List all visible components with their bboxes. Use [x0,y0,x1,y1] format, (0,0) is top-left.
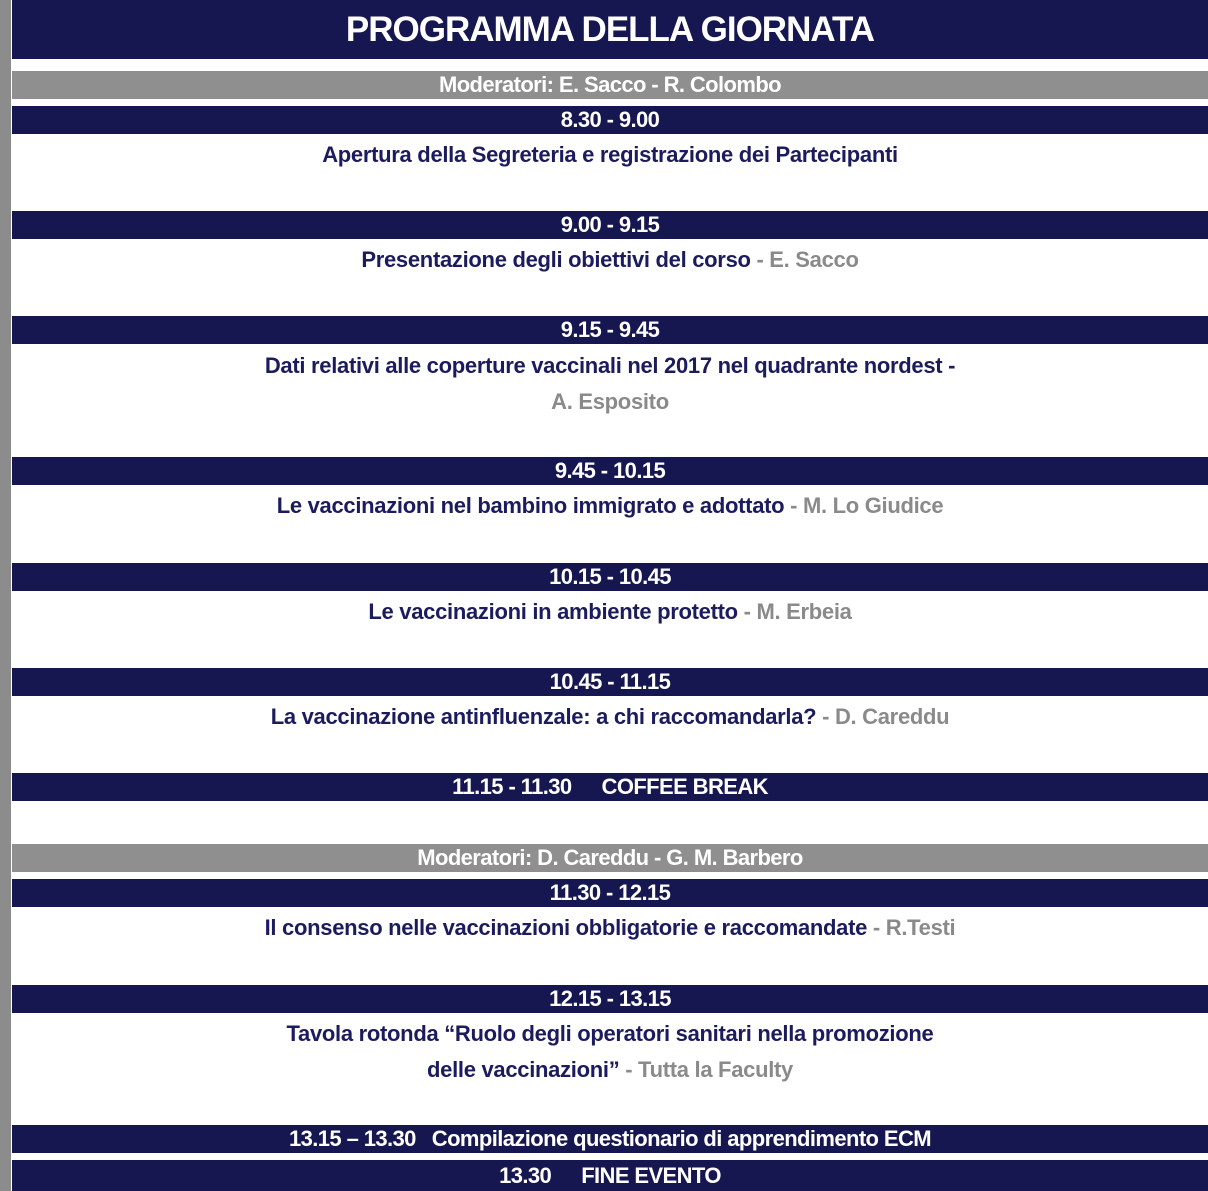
time-bar-6: 10.45 - 11.15 [12,668,1208,696]
talk-title: Le vaccinazioni nel bambino immigrato e adottato [276,493,785,518]
speaker-name: - E. Sacco [756,247,859,272]
coffee-break-label: COFFEE BREAK [601,774,768,799]
talk-title-line-1: Tavola rotonda “Ruolo degli operatori sanitari nella promozione [286,1021,934,1046]
time-bar-1: 8.30 - 9.00 [12,106,1208,134]
program-item-4 [12,488,1208,524]
talk-title-line-2: delle vaccinazioni” [427,1057,620,1082]
talk-title: Presentazione degli obiettivi del corso [361,247,751,272]
program-item-2 [12,242,1208,278]
moderators-bar-session-1: Moderatori: E. Sacco - R. Colombo [12,71,1208,99]
coffee-break-time: 11.15 - 11.30 [452,774,572,799]
program-item-1 [12,137,1208,173]
talk-title: La vaccinazione antinfluenzale: a chi raccomandarla? [270,704,817,729]
program-item-8 [12,1016,1208,1088]
speaker-name: - M. Erbeia [743,599,852,624]
program-item-7 [12,910,1208,946]
ecm-label: Compilazione questionario di apprendimento ECM [431,1126,931,1151]
program-item-6 [12,699,1208,735]
time-bar-4: 9.45 - 10.15 [12,457,1208,485]
time-bar-8: 12.15 - 13.15 [12,985,1208,1013]
end-time: 13.30 [499,1163,552,1188]
talk-title: Dati relativi alle coperture vaccinali nel 2017 nel quadrante nordest - [264,353,956,378]
ecm-time: 13.15 – 13.30 [289,1126,416,1151]
speaker-name: - M. Lo Giudice [790,493,944,518]
speaker-name: - R.Testi [872,915,956,940]
time-bar-5: 10.15 - 10.45 [12,563,1208,591]
talk-title: Le vaccinazioni in ambiente protetto [368,599,738,624]
speaker-name: A. Esposito [551,389,669,414]
talk-title: Il consenso nelle vaccinazioni obbligatorie e raccomandate [264,915,868,940]
time-bar-3: 9.15 - 9.45 [12,316,1208,344]
ecm-bar [12,1125,1208,1153]
talk-title: Apertura della Segreteria e registrazione dei Partecipanti [322,142,898,167]
program-item-5 [12,594,1208,630]
speaker-name: - Tutta la Faculty [625,1057,793,1082]
end-event-bar [12,1160,1208,1191]
page-title: PROGRAMMA DELLA GIORNATA [12,0,1208,59]
moderators-bar-session-2: Moderatori: D. Careddu - G. M. Barbero [12,844,1208,872]
speaker-name: - D. Careddu [822,704,950,729]
coffee-break-bar [12,773,1208,801]
program-item-3 [12,348,1208,420]
time-bar-7: 11.30 - 12.15 [12,879,1208,907]
end-label: FINE EVENTO [581,1163,721,1188]
time-bar-2: 9.00 - 9.15 [12,211,1208,239]
left-accent-rule [0,0,11,1191]
